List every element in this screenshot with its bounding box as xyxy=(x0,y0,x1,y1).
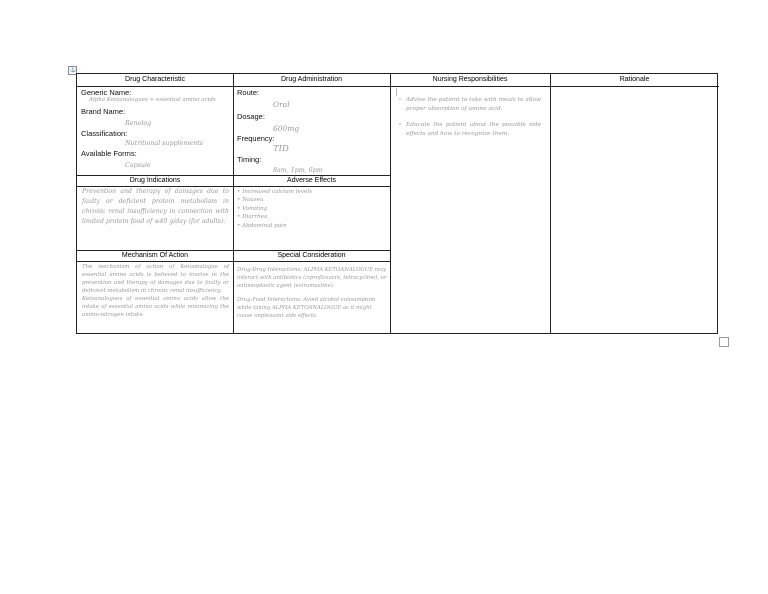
header-drug-administration: Drug Administration xyxy=(280,76,343,83)
brand-name-value: Renolog xyxy=(125,120,152,127)
bullet-icon: • xyxy=(399,122,402,128)
resize-handle[interactable] xyxy=(719,337,729,347)
generic-name-label: Generic Name: xyxy=(81,88,132,97)
nursing-item-text: Advise the patient to take with meals to allow proper absorption of amino acid. xyxy=(406,97,541,112)
header-rationale: Rationale xyxy=(619,76,650,83)
header-special-consideration: Special Consideration xyxy=(277,252,346,259)
header-drug-indications: Drug Indications xyxy=(129,177,181,184)
column-divider xyxy=(390,74,391,333)
header-nursing-responsibilities: Nursing Responsibilities xyxy=(432,76,508,83)
header-adverse-effects: Adverse Effects xyxy=(287,177,336,184)
dosage-value: 600mg xyxy=(273,124,300,133)
mechanism-cell xyxy=(82,263,229,319)
mechanism-paragraph: The mechanism of action of Ketoanalogue of essential amino acids is believed to involve in the prevention and therapy of damages due to faulty or deficient metabolism in chronic renal insufficiency. xyxy=(82,264,229,294)
drug-study-table xyxy=(76,73,718,334)
route-value: Oral xyxy=(273,100,290,109)
text-cursor xyxy=(396,88,397,96)
available-forms-label: Available Forms: xyxy=(81,149,137,158)
classification-label: Classification: xyxy=(81,129,128,138)
list-item: • Vomiting xyxy=(237,205,268,212)
frequency-value: TID xyxy=(273,144,289,154)
classification-value: Nutritional supplements xyxy=(125,140,203,147)
drug-indications-text: Prevention and therapy of damages due to faulty or deficient protein metabolism in chronic renal insufficiency in connection with limited protein food of ≤40 g/day (for adults). xyxy=(82,188,229,225)
row-divider xyxy=(77,86,719,87)
dosage-label: Dosage: xyxy=(237,112,265,121)
nursing-responsibilities-cell xyxy=(399,96,541,146)
anchor-icon: ⚓ xyxy=(69,67,77,73)
list-item: • Diarrhea xyxy=(237,214,268,221)
timing-label: Timing: xyxy=(237,155,262,164)
nursing-item-text: Educate the patient about the possible side effects and how to recognize them. xyxy=(406,122,541,137)
drug-administration-cell xyxy=(237,88,387,174)
mechanism-paragraph: Ketoanalogues of essential amino acids allow the intake of essential amino acids while minimizing the amino-nitrogen intake. xyxy=(82,296,229,318)
list-item: • Increased calcium levels xyxy=(237,189,312,195)
header-mechanism-of-action: Mechanism Of Action xyxy=(121,252,189,259)
special-consideration-cell xyxy=(237,266,387,320)
timing-value: 8am, 1pm, 6pm xyxy=(273,167,323,174)
drug-drug-interactions: Drug-Drug Interactions: ALPHA KETOANALOGUE may interact with antibiotics (ciprofloxacin, tetracycline), or antineoplastic agent (estramustine). xyxy=(237,267,387,289)
route-label: Route: xyxy=(237,88,260,97)
list-item: • Nausea xyxy=(237,197,264,204)
available-forms-value: Capsule xyxy=(125,162,151,169)
bullet-icon: • xyxy=(399,97,402,103)
list-item xyxy=(399,96,541,113)
row-divider xyxy=(77,261,390,262)
drug-food-interactions: Drug-Food Interactions: Avoid alcohol consumption while taking ALPHA KETOANALOGUE as it might cause unpleasant side effects. xyxy=(237,297,376,319)
brand-name-label: Brand Name: xyxy=(81,107,126,116)
drug-characteristic-cell xyxy=(81,88,229,169)
adverse-effects-cell xyxy=(237,188,385,230)
header-drug-characteristic: Drug Characteristic xyxy=(125,76,185,83)
column-divider xyxy=(233,74,234,333)
list-item: • Abdominal pain xyxy=(237,222,287,229)
list-item xyxy=(399,121,541,138)
frequency-label: Frequency: xyxy=(237,134,275,143)
column-divider xyxy=(550,74,551,333)
generic-name-value: Alpha Ketoanalogues + essential amino acids xyxy=(89,97,216,103)
